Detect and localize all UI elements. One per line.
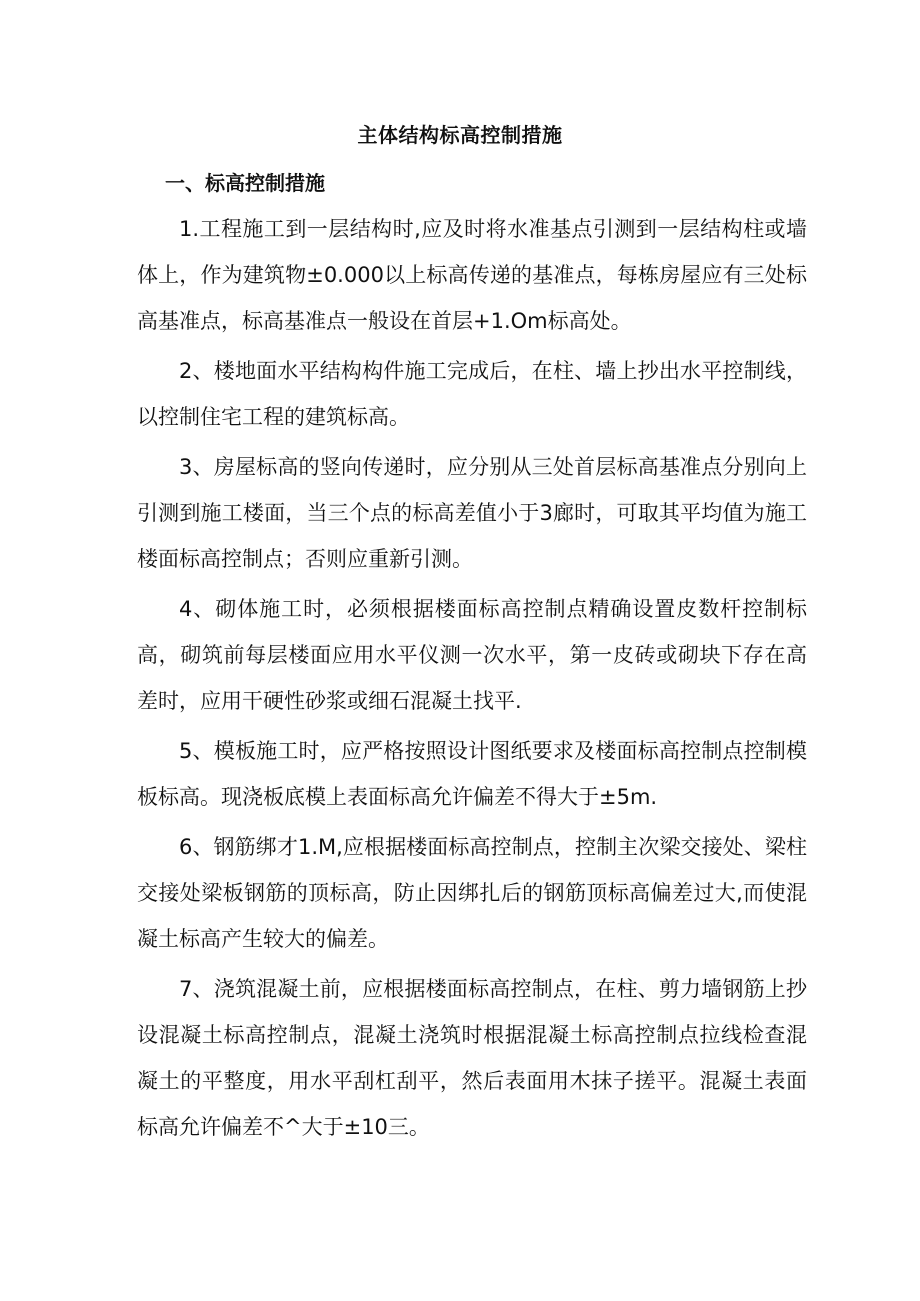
paragraph-6: 6、钢筋绑才1.M,应根据楼面标高控制点，控制主次梁交接处、梁柱交接处梁板钢筋的顶标高，防止因绑扎后的钢筋顶标高偏差过大,而使混凝土标高产生较大的偏差。 xyxy=(137,835,807,951)
section-heading: 一、标高控制措施 xyxy=(165,171,325,195)
document-title: 主体结构标高控制措施 xyxy=(357,123,563,147)
paragraph-2: 2、楼地面水平结构构件施工完成后，在柱、墙上抄出水平控制线，以控制住宅工程的建筑标高。 xyxy=(137,359,807,429)
paragraph-1: 1.工程施工到一层结构时,应及时将水准基点引测到一层结构柱或墙体上，作为建筑物±0.000以上标高传递的基准点，每栋房屋应有三处标高基准点，标高基准点一般设在首层+1.Om标高处。 xyxy=(137,217,807,333)
paragraph-7: 7、浇筑混凝土前，应根据楼面标高控制点，在柱、剪力墙钢筋上抄设混凝土标高控制点，混凝土浇筑时根据混凝土标高控制点拉线检查混凝土的平整度，用水平刮杠刮平，然后表面用木抹子搓平。混凝土表面标高允许偏差不^大于±10三。 xyxy=(137,977,807,1139)
paragraph-3: 3、房屋标高的竖向传递时，应分别从三处首层标高基准点分别向上引测到施工楼面，当三个点的标高差值小于3廊时，可取其平均值为施工楼面标高控制点；否则应重新引测。 xyxy=(137,455,807,571)
paragraph-4: 4、砌体施工时，必须根据楼面标高控制点精确设置皮数杆控制标高，砌筑前每层楼面应用水平仪测一次水平，第一皮砖或砌块下存在高差时，应用干硬性砂浆或细石混凝土找平. xyxy=(137,597,807,713)
paragraph-5: 5、模板施工时，应严格按照设计图纸要求及楼面标高控制点控制模板标高。现浇板底模上表面标高允许偏差不得大于±5m. xyxy=(137,739,807,809)
